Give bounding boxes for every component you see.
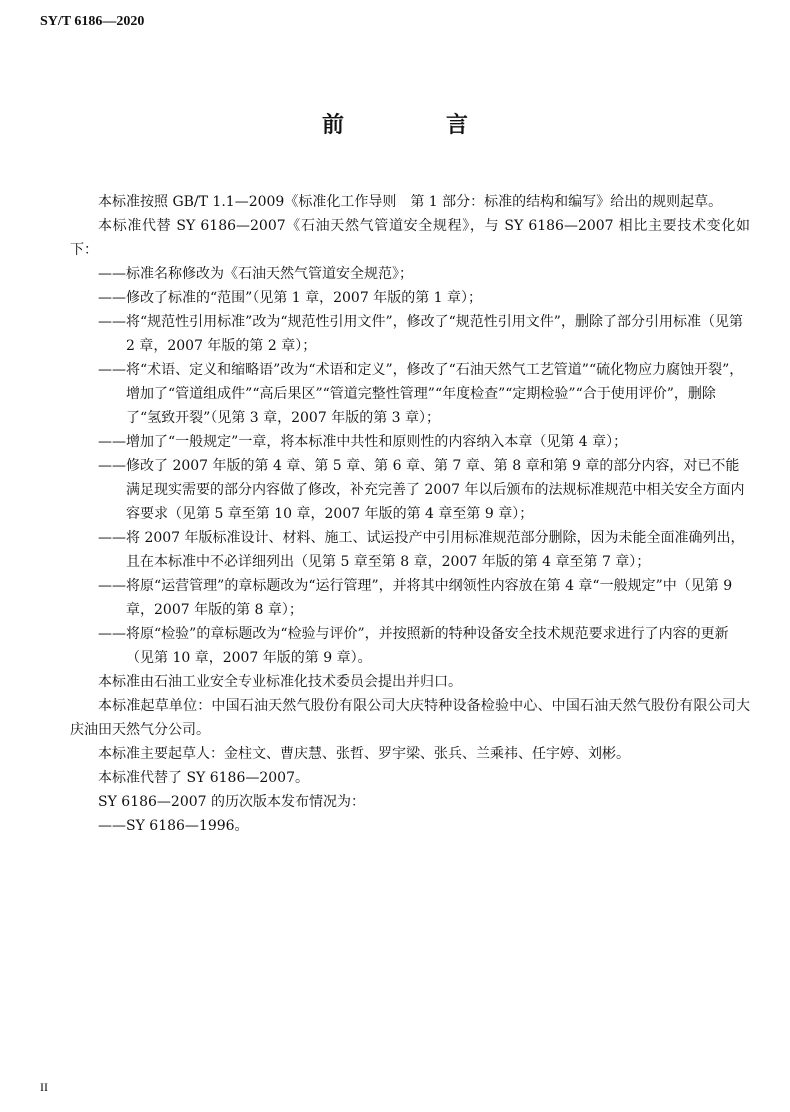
- history-item: ——SY 6186—1996。: [98, 818, 249, 834]
- standard-code: SY/T 6186—2020: [40, 14, 145, 29]
- page-title: 前 言: [321, 113, 508, 138]
- paragraph: SY 6186—2007 的历次版本发布情况为：: [98, 794, 365, 810]
- change-item: ——标准名称修改为《石油天然气管道安全规范》；: [98, 266, 413, 282]
- change-item: ——将原“检验”的章标题改为“检验与评价”，并按照新的特种设备安全技术规范要求进行了内容的更新（见第 10 章，2007 年版的第 9 章）。: [98, 626, 729, 666]
- paragraph: 本标准代替 SY 6186—2007《石油天然气管道安全规程》，与 SY 6186—2007 相比主要技术变化如下：: [70, 218, 750, 258]
- paragraph: 本标准代替了 SY 6186—2007。: [98, 770, 309, 786]
- page-number: II: [40, 1080, 48, 1094]
- foreword-body: [70, 190, 750, 838]
- change-item: ——将 2007 年版标准设计、材料、施工、试运投产中引用标准规范部分删除，因为未能全面准确列出，且在本标准中不必详细列出（见第 5 章至第 8 章，2007 年版的第 4 章至第 7 章）；: [98, 530, 745, 570]
- change-item: ——修改了 2007 年版的第 4 章、第 5 章、第 6 章、第 7 章、第 8 章和第 9 章的部分内容，对已不能满足现实需要的部分内容做了修改，补充完善了 2007 年以后颁布的法规标准规范中相关安全方面内容要求（见第 5 章至第 10 章，2007 年版的第 4 章至第 9 章）；: [98, 458, 745, 522]
- change-item: ——将原“运营管理”的章标题改为“运行管理”，并将其中纲领性内容放在第 4 章“一般规定”中（见第 9 章，2007 年版的第 8 章）；: [98, 578, 733, 618]
- paragraph: 本标准由石油工业安全专业标准化技术委员会提出并归口。: [98, 674, 462, 690]
- paragraph: 本标准按照 GB/T 1.1—2009《标准化工作导则 第 1 部分：标准的结构和编写》给出的规则起草。: [98, 194, 723, 210]
- paragraph: 本标准主要起草人：金柱文、曹庆慧、张哲、罗宇梁、张兵、兰乘祎、任宇婷、刘彬。: [98, 746, 630, 762]
- change-item: ——将“术语、定义和缩略语”改为“术语和定义”，修改了“石油天然气工艺管道”“硫化物应力腐蚀开裂”，增加了“管道组成件”“高后果区”“管道完整性管理”“年度检查”“定期检验”“合于使用评价”，删除了“氢致开裂”（见第 3 章，2007 年版的第 3 章）；: [98, 362, 744, 426]
- change-item: ——将“规范性引用标准”改为“规范性引用文件”，修改了“规范性引用文件”，删除了部分引用标准（见第 2 章，2007 年版的第 2 章）；: [98, 314, 743, 354]
- change-item: ——修改了标准的“范围”（见第 1 章，2007 年版的第 1 章）；: [98, 290, 483, 306]
- change-item: ——增加了“一般规定”一章，将本标准中共性和原则性的内容纳入本章（见第 4 章）；: [98, 434, 628, 450]
- paragraph: 本标准起草单位：中国石油天然气股份有限公司大庆特种设备检验中心、中国石油天然气股份有限公司大庆油田天然气分公司。: [70, 698, 750, 738]
